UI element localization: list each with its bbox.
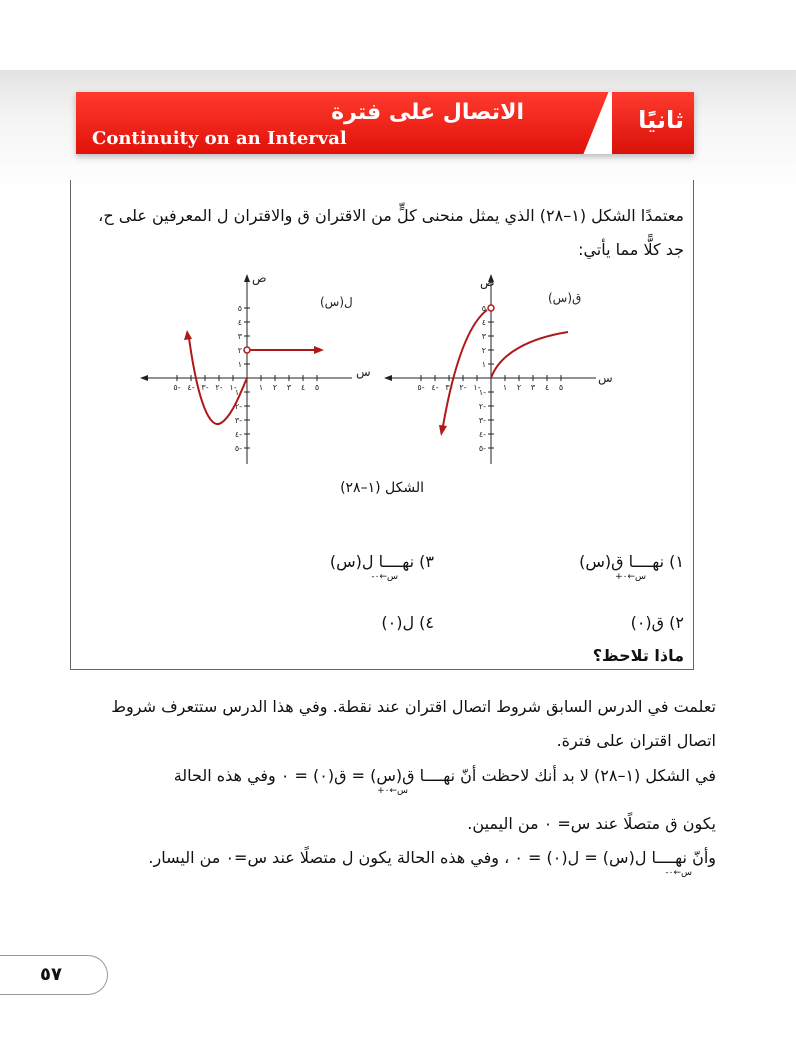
question-3-text: ٣) نهــــا ل(س) [329, 552, 434, 571]
graph-left-y-label: ص [252, 271, 267, 285]
graph-left-x-tick: ١- [229, 383, 237, 392]
graph-left-y-tick: ٥- [234, 444, 242, 453]
graph-right-y-tick: ٢- [478, 402, 486, 411]
graph-right-x-tick: ١- [473, 383, 481, 392]
intro-line-2: جد كلًّا مما يأتي: [578, 240, 684, 259]
section-title-ar: الاتصال على فترة [331, 100, 524, 125]
graph-left-y-tick: ٣ [237, 332, 242, 341]
graph-right-y-tick: ٤ [481, 318, 486, 327]
graph-left-x-tick: ٤- [187, 383, 195, 392]
observe-question: ماذا تلاحظ؟ [592, 646, 684, 665]
graph-right-open-point [488, 305, 494, 311]
graph-left-x-tick: ٥ [314, 383, 320, 392]
question-3 [330, 552, 434, 571]
graph-right-x-tick: ١ [502, 383, 508, 392]
graph-right-curve-right-branch [491, 332, 568, 378]
graph-left-y-tick: ٣- [234, 416, 242, 425]
banner-tab [612, 92, 694, 154]
paragraph-3-limit-sub: س←٠- [665, 868, 692, 878]
graph-left-curve-right-arrow [314, 346, 324, 354]
graph-right-y-tick: ٢ [481, 346, 486, 355]
graph-left-y-tick: ٢- [234, 402, 242, 411]
graph-right-y-tick: ٤- [478, 430, 486, 439]
question-3-limit-sub: س←٠- [371, 572, 398, 582]
graph-left-x-label: س [356, 365, 371, 379]
graph-left-y-tick: ٢ [237, 346, 242, 355]
graph-right-func-label: ق(س) [548, 291, 582, 305]
graph-right-x-tick: ٥- [417, 383, 425, 392]
graph-left-x-tick: ٣ [286, 383, 292, 392]
graph-right-x-label: س [598, 371, 613, 385]
paragraph-2-line-2: يكون ق متصلًا عند س= ٠ من اليمين. [467, 814, 716, 833]
graph-left [140, 271, 371, 464]
graph-right-x-tick: ٣ [530, 383, 536, 392]
graph-left-y-arrow [244, 274, 250, 282]
paragraph-1-line-2: اتصال اقتران على فترة. [556, 731, 716, 750]
question-1 [579, 552, 684, 571]
graph-left-x-tick: ٥- [173, 383, 181, 392]
graph-right-x-tick: ٣- [445, 383, 453, 392]
graph-left-x-tick: ٢- [215, 383, 223, 392]
graph-right-x-tick: ٤- [431, 383, 439, 392]
graph-right-y-label: ص [480, 275, 495, 289]
graph-right-y-tick: ٥ [481, 304, 486, 313]
graph-right-y-tick: ١ [481, 360, 486, 369]
graph-left-y-tick: ٥ [237, 304, 242, 313]
graph-right-curve-left-arrow [439, 425, 447, 436]
graph-right-x-arrow [384, 375, 392, 381]
graph-left-y-tick: ٤- [234, 430, 242, 439]
question-4: ٤) ل(٠) [381, 613, 434, 632]
graph-left-curve-arrow [184, 330, 192, 340]
intro-line-1: معتمدًا الشكل (١–٢٨) الذي يمثل منحنى كلٍّ من الاقتران ق والاقتران ل المعرفين على ح، [98, 206, 684, 225]
graph-right-y-tick: ١- [478, 388, 486, 397]
graph-left-y-tick: ١- [234, 388, 242, 397]
figure-graphs [130, 268, 620, 500]
graph-right-y-tick: ٥- [478, 444, 486, 453]
graph-right-y-tick: ٣ [481, 332, 486, 341]
figure-caption: الشكل (١–٢٨) [340, 480, 424, 496]
paragraph-2-limit-sub: س←٠+ [377, 786, 408, 796]
graph-left-open-point [244, 347, 250, 353]
section-title-en: Continuity on an Interval [92, 128, 347, 149]
question-1-text: ١) نهــــا ق(س) [579, 552, 684, 571]
graph-right-x-tick: ٢- [459, 383, 467, 392]
graph-right-x-tick: ٢ [516, 383, 522, 392]
paragraph-1-line-1: تعلمت في الدرس السابق شروط اتصال اقتران عند نقطة. وفي هذا الدرس ستتعرف شروط [111, 697, 716, 716]
section-banner [76, 92, 694, 154]
graph-left-x-tick: ٤ [300, 383, 306, 392]
graph-right [384, 274, 613, 464]
graph-right-y-tick: ٣- [478, 416, 486, 425]
graph-left-y-tick: ٤ [237, 318, 242, 327]
graph-right-x-tick: ٤ [544, 383, 550, 392]
page-number-tab [0, 955, 108, 995]
graph-left-x-tick: ٢ [272, 383, 278, 392]
graph-right-x-tick: ٥ [558, 383, 564, 392]
paragraph-3-line-1: وأنّ نهــــا ل(س) = ل(٠) = ٠ ، وفي هذه الحالة يكون ل متصلًا عند س=٠ من اليسار. [148, 848, 716, 867]
question-1-limit-sub: س←٠+ [615, 572, 646, 582]
question-2: ٢) ق(٠) [630, 613, 684, 632]
paragraph-2-line-1: في الشكل (١–٢٨) لا بد أنك لاحظت أنّ نهــــا ق(س) = ق(٠) = ٠ وفي هذه الحالة [173, 766, 716, 785]
graph-left-x-tick: ٣- [201, 383, 209, 392]
section-number-label: ثانيًا [638, 106, 684, 134]
graph-left-x-tick: ١ [258, 383, 264, 392]
page-number: ٥٧ [40, 964, 62, 985]
graph-left-func-label: ل(س) [320, 295, 353, 309]
graph-left-x-arrow [140, 375, 148, 381]
graph-left-y-tick: ١ [237, 360, 242, 369]
banner-red-bar [76, 92, 624, 154]
